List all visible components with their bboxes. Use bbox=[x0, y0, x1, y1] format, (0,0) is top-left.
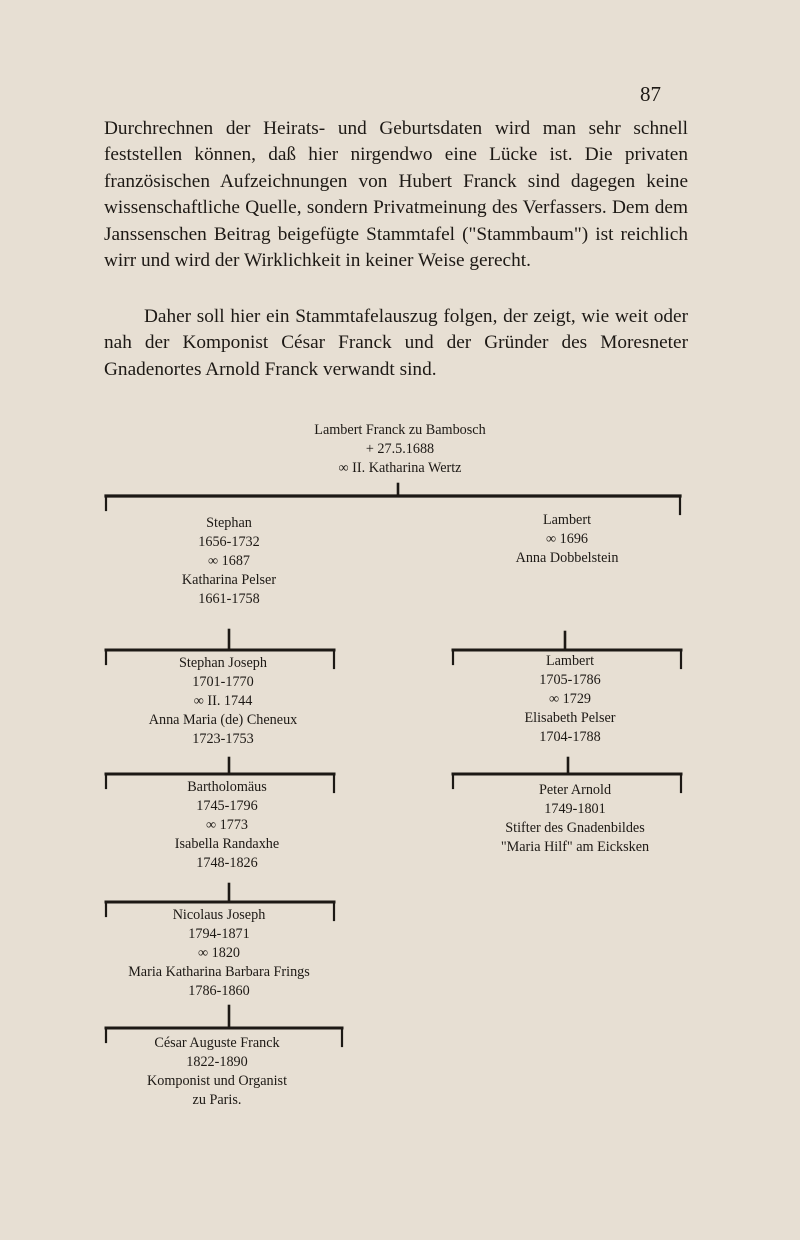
tree-node-line: 1822-1890 bbox=[186, 1054, 248, 1070]
tree-node-line: 1701-1770 bbox=[192, 674, 254, 690]
page-number: 87 bbox=[640, 82, 661, 106]
tree-node-line: 1661-1758 bbox=[198, 591, 260, 607]
tree-node-bartholomaeus bbox=[175, 778, 279, 873]
tree-node-stephan-joseph bbox=[149, 654, 298, 749]
body-paragraph-2: Daher soll hier ein Stammtafelauszug folgen, der zeigt, wie weit oder nah der Komponist César Franck und der Gründer des Moresneter Gnadenortes Arnold Franck verwandt sind. bbox=[104, 306, 688, 380]
tree-node-line: 1794-1871 bbox=[188, 926, 250, 942]
tree-node-nicolaus-joseph bbox=[128, 906, 310, 1001]
tree-node-lambert-1 bbox=[516, 511, 619, 568]
tree-node-line: Bartholomäus bbox=[187, 779, 267, 795]
tree-node-line: 1745-1796 bbox=[196, 798, 258, 814]
tree-node-line: Elisabeth Pelser bbox=[524, 710, 616, 726]
tree-node-line: Peter Arnold bbox=[538, 782, 612, 798]
tree-node-line: Stephan bbox=[206, 515, 252, 531]
tree-node-line: Stephan Joseph bbox=[179, 655, 267, 671]
tree-node-line: Stifter des Gnadenbildes bbox=[505, 820, 645, 836]
tree-node-line: Anna Dobbelstein bbox=[515, 550, 619, 566]
tree-node-line: ∞ II. 1744 bbox=[193, 693, 253, 709]
tree-node-line: 1749-1801 bbox=[544, 801, 606, 817]
tree-node-line: Lambert bbox=[542, 512, 592, 528]
tree-node-line: + 27.5.1688 bbox=[365, 441, 435, 457]
tree-node-line: ∞ II. Katharina Wertz bbox=[338, 460, 462, 476]
tree-node-line: Nicolaus Joseph bbox=[172, 907, 266, 923]
tree-node-line: 1705-1786 bbox=[539, 672, 601, 688]
tree-node-line: 1748-1826 bbox=[196, 855, 258, 871]
tree-node-line: Anna Maria (de) Cheneux bbox=[148, 712, 298, 728]
tree-node-line: ∞ 1696 bbox=[545, 531, 589, 547]
tree-node-cesar-franck bbox=[147, 1034, 287, 1110]
tree-node-line: César Auguste Franck bbox=[154, 1035, 280, 1051]
tree-node-line: 1786-1860 bbox=[188, 983, 250, 999]
tree-node-line: Komponist und Organist bbox=[146, 1073, 288, 1089]
tree-node-line: "Maria Hilf" am Eicksken bbox=[500, 839, 650, 855]
tree-node-line: zu Paris. bbox=[192, 1092, 242, 1108]
tree-node-peter-arnold bbox=[501, 781, 649, 857]
tree-node-line: ∞ 1729 bbox=[548, 691, 592, 707]
tree-node-line: Maria Katharina Barbara Frings bbox=[128, 964, 310, 980]
tree-node-line: ∞ 1820 bbox=[197, 945, 241, 961]
tree-node-line: 1723-1753 bbox=[192, 731, 254, 747]
tree-node-line: Katharina Pelser bbox=[181, 572, 277, 588]
tree-node-line: ∞ 1773 bbox=[205, 817, 249, 833]
tree-node-line: 1704-1788 bbox=[539, 729, 601, 745]
tree-node-root bbox=[314, 421, 485, 478]
tree-node-line: Lambert Franck zu Bambosch bbox=[314, 422, 486, 438]
tree-node-line: Lambert bbox=[545, 653, 595, 669]
tree-node-line: ∞ 1687 bbox=[207, 553, 251, 569]
tree-node-lambert-2 bbox=[524, 652, 615, 747]
tree-node-line: Isabella Randaxhe bbox=[174, 836, 280, 852]
tree-node-line: 1656-1732 bbox=[198, 534, 260, 550]
tree-node-stephan bbox=[182, 514, 276, 609]
body-paragraph-1: Durchrechnen der Heirats- und Geburtsdaten wird man sehr schnell feststellen können, daß hier nirgendwo eine Lücke ist. Die privaten französischen Aufzeichnungen von Hubert Franck sind dagegen keine wissenschaftliche Quelle, sondern Privatmeinung des Verfassers. Dem dem Janssenschen Beitrag beigefügte Stammtafel ("Stammbaum") ist reichlich wirr und wird der Wirklichkeit in keiner Weise gerecht. bbox=[104, 118, 688, 272]
